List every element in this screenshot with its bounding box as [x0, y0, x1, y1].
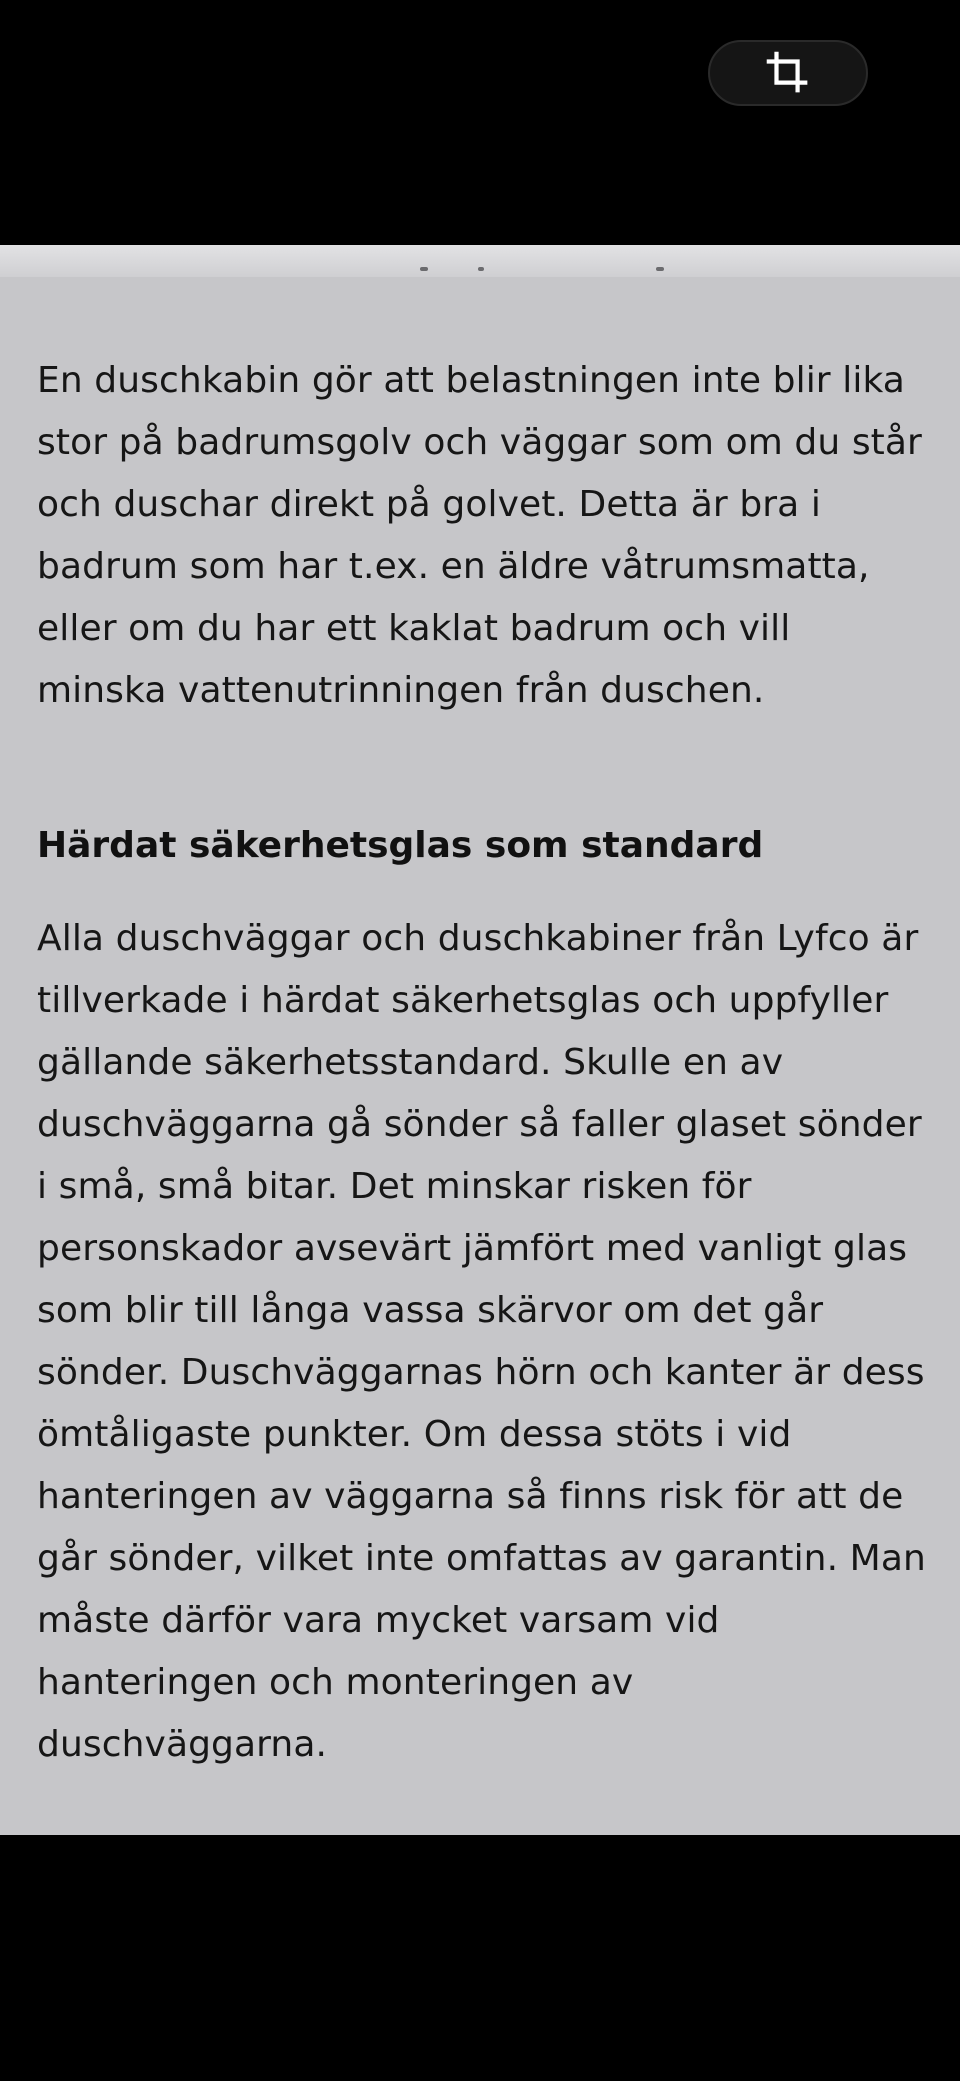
article-paragraph-2: Alla duschväggar och duschkabiner från Lyfco är tillverkade i härdat säkerhetsglas och uppfyller gällande säkerhetsstandard. Skulle en av duschväggarna gå sönder så faller glaset sönder i små, små bitar. Det minskar risken för personskador avsevärt jämfört med vanligt glas som blir till långa vassa skärvor om det går sönder. Duschväggarnas hörn och kanter är dess ömtåligaste punkter. Om dessa stöts i vid hanteringen av väggarna så finns risk för att de går sönder, vilket inte omfattas av garantin. Man måste därför vara mycket varsam vid hanteringen och monteringen av duschväggarna.: [37, 918, 926, 1765]
cut-off-text-line: [420, 267, 720, 275]
crop-icon: [765, 50, 811, 96]
screenshot-content: [0, 245, 960, 1835]
top-bar: [0, 0, 960, 245]
crop-button[interactable]: [708, 40, 868, 106]
section-heading: Härdat säkerhetsglas som standard: [37, 825, 764, 866]
bottom-bar: [0, 1835, 960, 2081]
article-paragraph-1: En duschkabin gör att belastningen inte blir lika stor på badrumsgolv och väggar som om du står och duschar direkt på golvet. Detta är bra i badrum som har t.ex. en äldre våtrumsmatta, eller om du har ett kaklat badrum och vill minska vattenutrinningen från duschen.: [37, 360, 922, 711]
